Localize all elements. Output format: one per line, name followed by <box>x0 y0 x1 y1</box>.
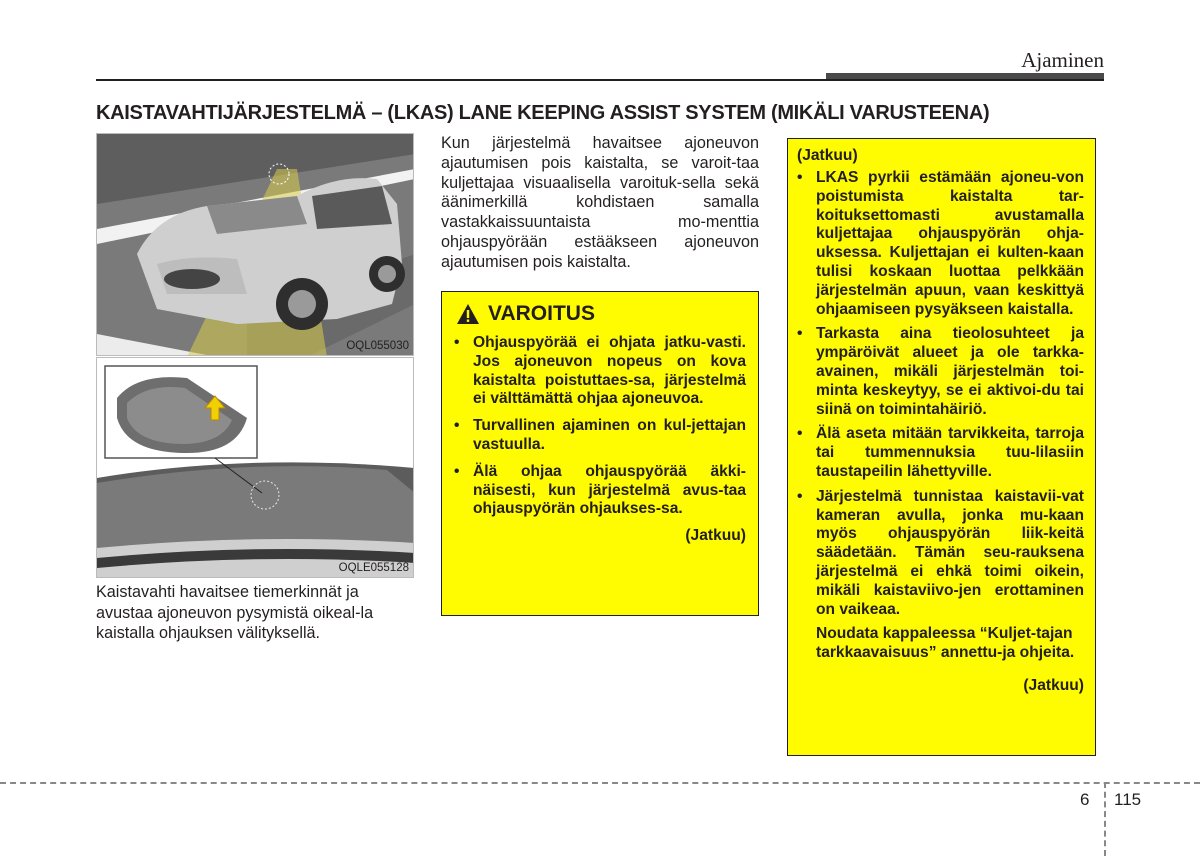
continued-item: • Järjestelmä tunnistaa kaistavii-vat kameran avulla, jonka mu-kaan myös ohjauspyörän liik-keitä säädetään. Tämän seu-rauksena järjestelmä ei ehkä toimi oikein, mikäli kaistaviivo-jen erottaminen on vaikeaa. <box>797 488 1084 620</box>
continued-item: • LKAS pyrkii estämään ajoneu-von poistumista kaistalta tar-koituksettomasti avustamalla kuljettajaa ohjauspyörän ohja-uksessa. Kuljettajan ei kulten-kaan tulisi koskaan luottaa pelkkään järjestelmän apuun, vaan keskittyä ohjaamiseen pysyäkseen kaistalla. <box>797 169 1084 319</box>
header-rule <box>96 79 1104 81</box>
car-illustration <box>97 134 414 356</box>
camera-illustration <box>97 358 414 578</box>
camera-figure <box>96 357 414 578</box>
continued-list <box>797 169 1084 619</box>
warning-continued: (Jatkuu) <box>685 527 746 545</box>
continued-item: • Älä aseta mitään tarvikkeita, tarroja tai tummennuksia tuu-lilasiin taustapeilin lähettyville. <box>797 425 1084 481</box>
continued-box <box>787 138 1096 756</box>
warning-box <box>441 291 759 616</box>
warning-header <box>456 302 746 326</box>
warning-item: • Älä ohjaa ohjauspyörää äkki-näisesti, kun järjestelmä avus-taa ohjauspyörän ohjaukses-sa. <box>454 463 746 519</box>
chapter-number: 6 <box>1080 790 1090 809</box>
page-number: 115 <box>1114 790 1142 809</box>
figure-code: OQLE055128 <box>338 562 409 574</box>
continued-footer: (Jatkuu) <box>1023 676 1084 694</box>
car-figure <box>96 133 414 356</box>
warning-item: • Ohjauspyörää ei ohjata jatku-vasti. Jos ajoneuvon nopeus on kova kaistalta poistuttaes-sa, järjestelmä ei välttämättä ohjaa ajoneuvoa. <box>454 334 746 409</box>
intro-text: Kun järjestelmä havaitsee ajoneuvon ajautumisen pois kaistalta, se varoit-taa kuljettajaa visuaalisella varoituk-sella sekä äänimerkillä kohdistaen samalla vastakkaissuuntaista mo-menttia ohjauspyörään estääkseen ajoneuvon ajautumisen pois kaistalta. <box>441 134 759 271</box>
warning-list <box>454 334 746 519</box>
figure-code: OQL055030 <box>346 340 409 352</box>
page-heading: KAISTAVAHTIJÄRJESTELMÄ – (LKAS) LANE KEEPING ASSIST SYSTEM (MIKÄLI VARUSTEENA) <box>96 102 990 124</box>
continued-title: (Jatkuu) <box>797 147 858 164</box>
continued-item: • Tarkasta aina tieolosuhteet ja ympäröivät alueet ja ole tarkka-avainen, mikäli järjestelmän toi-minta keskeytyy, se ei aktivoi-du tai siinä on toimintahäiriö. <box>797 325 1084 419</box>
footer-dashed-divider <box>1104 782 1106 856</box>
figure-caption: Kaistavahti havaitsee tiemerkinnät ja avustaa ajoneuvon pysymistä oikeal-la kaistalla ohjauksen välityksellä. <box>96 583 374 642</box>
footer-dashed-rule <box>0 782 1200 784</box>
warning-title: VAROITUS <box>488 302 595 325</box>
continued-note: Noudata kappaleessa “Kuljet-tajan tarkkaavaisuus” annettu-ja ohjeita. <box>816 625 1075 662</box>
intro-paragraph <box>441 134 759 273</box>
warning-triangle-icon <box>456 303 480 325</box>
section-title: Ajaminen <box>1021 48 1104 72</box>
warning-item: • Turvallinen ajaminen on kul-jettajan vastuulla. <box>454 417 746 455</box>
